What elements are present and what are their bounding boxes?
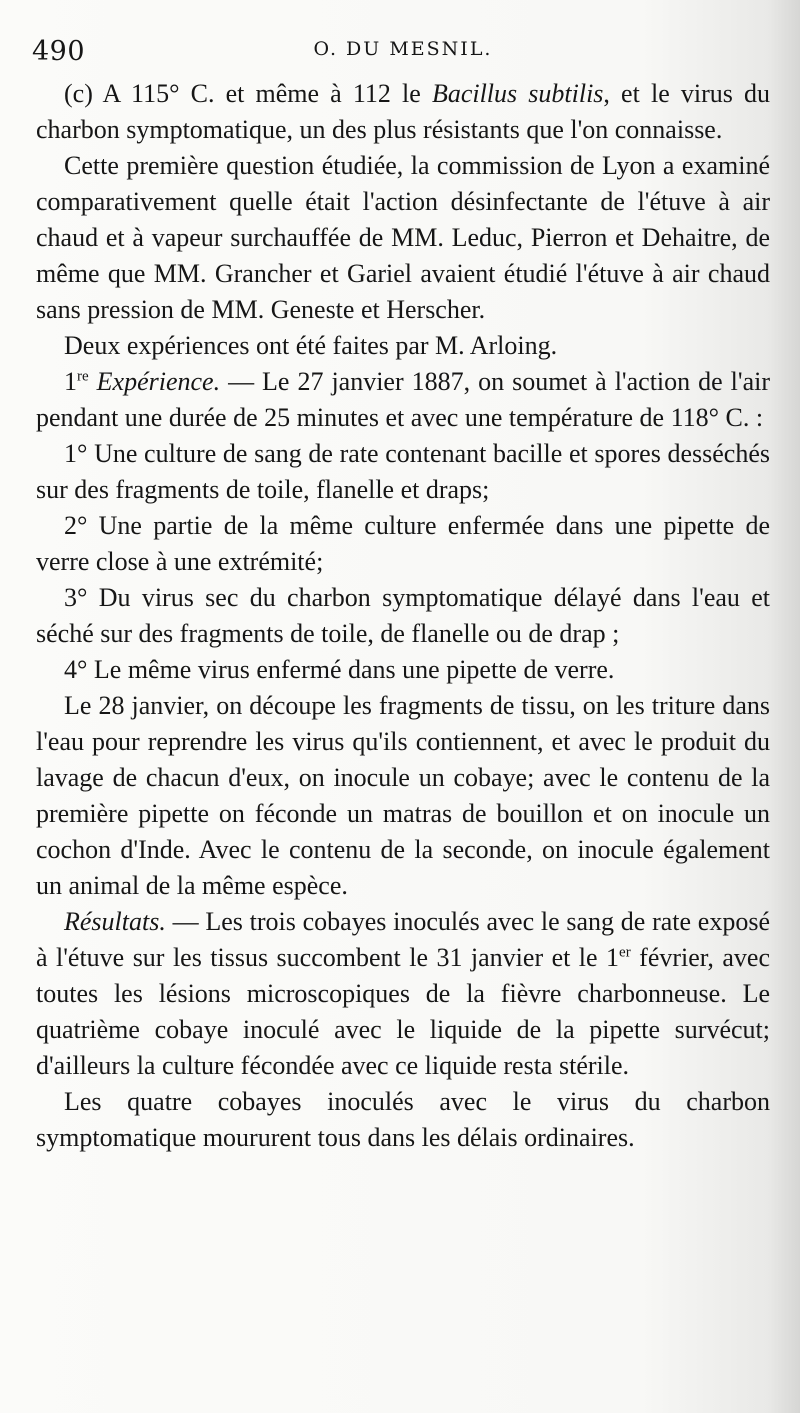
experiment-number: 1 <box>64 367 77 396</box>
page-number: 490 <box>32 36 86 67</box>
running-title: O. DU MESNIL. <box>313 38 493 60</box>
results-text-2: février, avec toutes les lésions microscopiques de la fièvre charbonneuse. Le quatrième cobaye inoculé avec le liquide de la pipette survécut; d'ailleurs la culture fécondée avec ce liquide resta stérile. <box>36 943 771 1080</box>
paragraph-4 <box>36 364 770 436</box>
paragraph-1-prefix: (c) A 115° C. et même à 112 le <box>64 79 432 108</box>
paragraph-11: Les quatre cobayes inoculés avec le virus du charbon symptomatique moururent tous dans les délais ordinaires. <box>36 1087 770 1152</box>
list-item-1: 1° Une culture de sang de rate contenant bacille et spores desséchés sur des fragments de toile, flanelle et draps; <box>36 439 770 504</box>
results-text-1: — Les trois cobayes inoculés avec le sang de rate exposé à l'étuve sur les tissus succombent le 31 janvier et le 1 <box>36 907 770 972</box>
experiment-ordinal: re <box>77 368 89 385</box>
page-header <box>32 26 770 67</box>
paragraph-2: Cette première question étudiée, la commission de Lyon a examiné comparativement quelle était l'action désinfectante de l'étuve à air chaud et à vapeur surchauffée de MM. Leduc, Pierron et Dehaitre, de même que MM. Grancher et Gariel avaient étudié l'étuve à air chaud sans pression de MM. Geneste et Herscher. <box>36 151 770 324</box>
paragraph-3: Deux expériences ont été faites par M. Arloing. <box>64 331 558 360</box>
results-paragraph <box>36 904 770 1084</box>
list-item-2: 2° Une partie de la même culture enfermée dans une pipette de verre close à une extrémité; <box>36 511 770 576</box>
paragraph-4-text: — Le 27 janvier 1887, on soumet à l'action de l'air pendant une durée de 25 minutes et avec une température de 118° C. : <box>36 367 770 432</box>
bacillus-name: Bacillus subtilis <box>431 79 604 108</box>
body-text <box>36 76 770 1156</box>
list-item-4: 4° Le même virus enfermé dans une pipette de verre. <box>64 655 615 684</box>
paragraph-9: Le 28 janvier, on découpe les fragments de tissu, on les triture dans l'eau pour reprendre les virus qu'ils contiennent, et avec le produit du lavage de chacun d'eux, on inocule un cobaye; avec le contenu de la première pipette on féconde un matras de bouillon et on inocule un cochon d'Inde. Avec le contenu de la seconde, on inocule également un animal de la même espèce. <box>36 691 770 900</box>
list-item-3: 3° Du virus sec du charbon symptomatique délayé dans l'eau et séché sur des fragments de toile, de flanelle ou de drap ; <box>36 583 770 648</box>
results-ordinal: er <box>619 944 631 961</box>
paragraph-1 <box>36 76 770 148</box>
results-heading: Résultats. <box>64 907 166 936</box>
paragraph-1-suffix: , et le virus du charbon symptomatique, un des plus résistants que l'on connaisse. <box>36 79 771 144</box>
experiment-heading: Expérience. <box>88 367 221 396</box>
